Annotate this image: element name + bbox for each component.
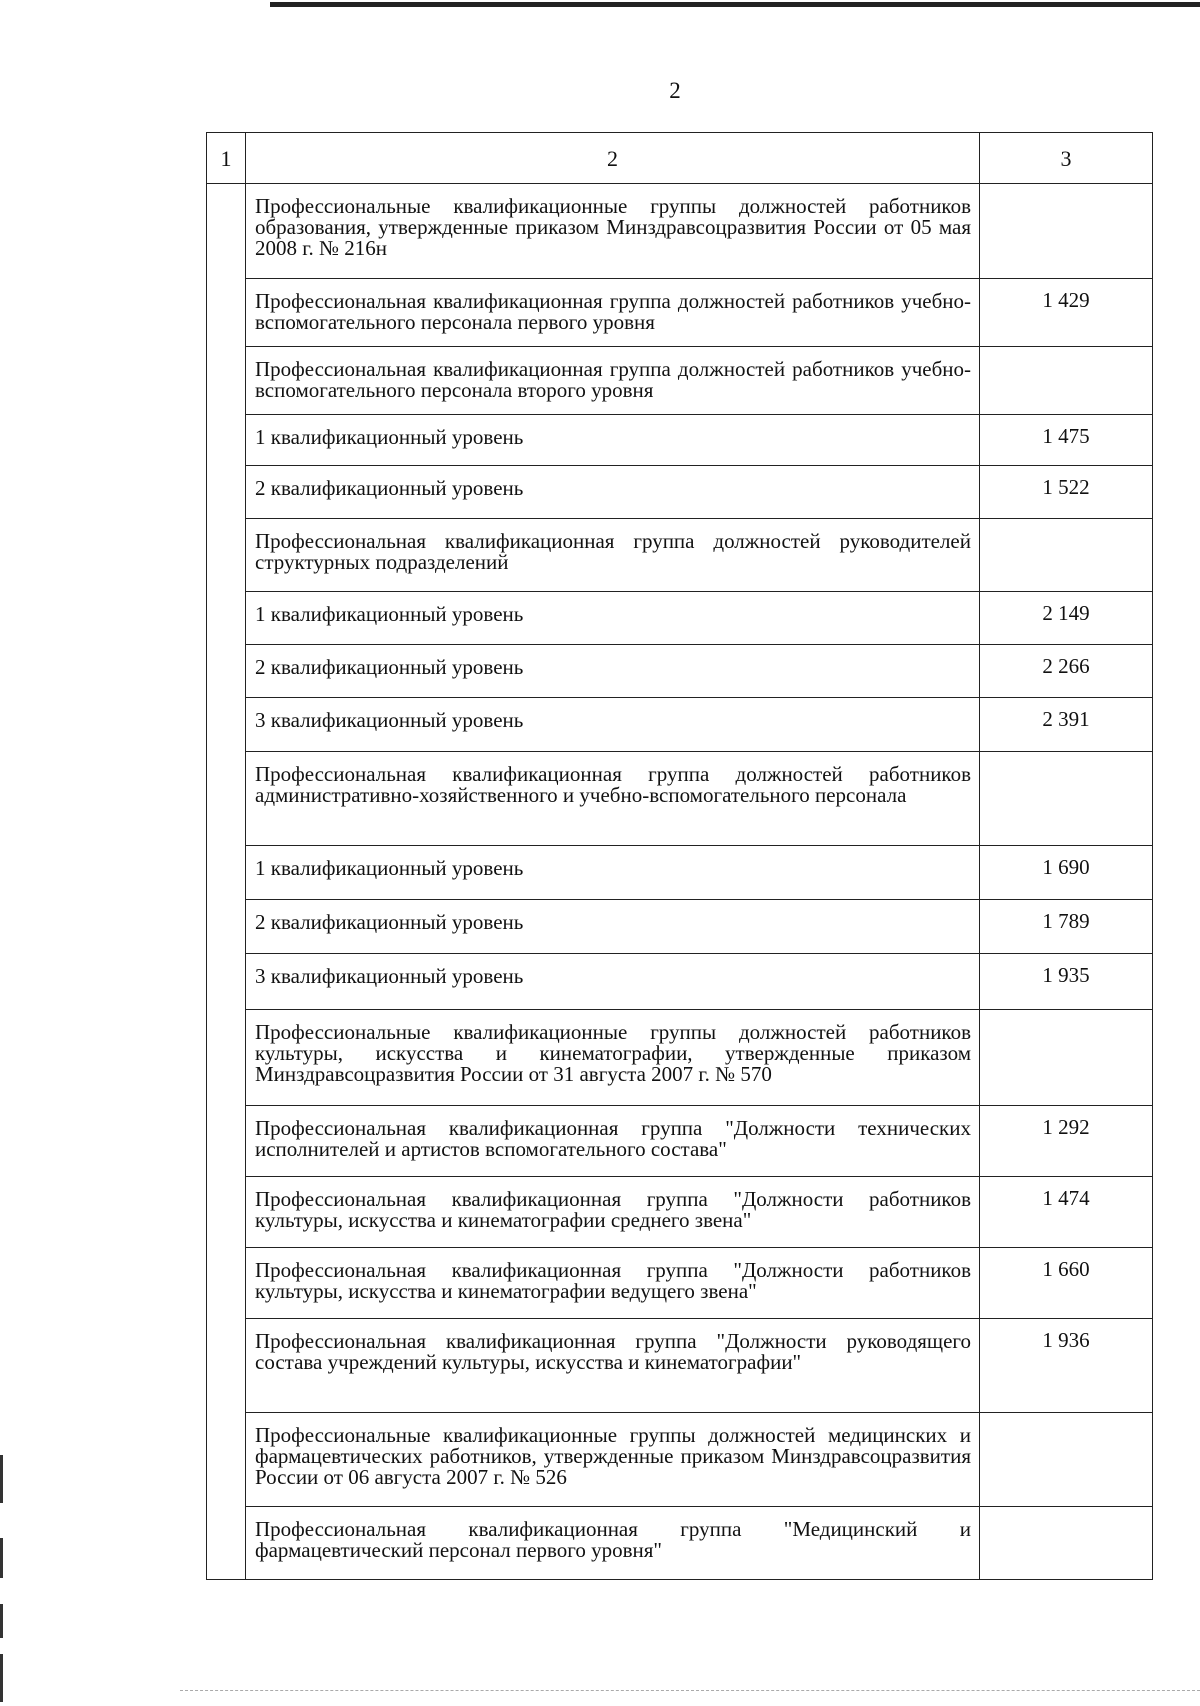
- row-description: 1 квалификационный уровень: [246, 846, 980, 900]
- scan-bottom-rule: [180, 1690, 1200, 1692]
- row-description: Профессиональная квалификационная группа "Медицинский и фармацевтический персонал первого уровня": [246, 1507, 980, 1580]
- table-row: [207, 592, 1153, 645]
- row-description: Профессиональная квалификационная группа должностей работников учебно-вспомогательного персонала первого уровня: [246, 279, 980, 347]
- row-value: [980, 347, 1153, 415]
- row-value: 1 660: [980, 1248, 1153, 1319]
- row-description: 1 квалификационный уровень: [246, 592, 980, 645]
- table-row: [207, 900, 1153, 954]
- row-value: 1 292: [980, 1106, 1153, 1177]
- row-value: [980, 752, 1153, 846]
- row-value: 1 690: [980, 846, 1153, 900]
- table-row: [207, 846, 1153, 900]
- row-value: 1 475: [980, 415, 1153, 466]
- col1-merged-cell: [207, 184, 246, 1580]
- row-description: 3 квалификационный уровень: [246, 954, 980, 1010]
- header-col-1: 1: [207, 133, 246, 184]
- header-col-3: 3: [980, 133, 1153, 184]
- table-header-row: [207, 133, 1153, 184]
- table-row: [207, 347, 1153, 415]
- row-value: 1 789: [980, 900, 1153, 954]
- table-row: [207, 466, 1153, 519]
- header-col-2: 2: [246, 133, 980, 184]
- row-description: Профессиональная квалификационная группа "Должности работников культуры, искусства и кинематографии среднего звена": [246, 1177, 980, 1248]
- page-number: 2: [669, 78, 681, 103]
- row-description: 2 квалификационный уровень: [246, 466, 980, 519]
- row-value: [980, 1507, 1153, 1580]
- table-row: [207, 415, 1153, 466]
- scan-artifact-mark: [0, 1538, 3, 1578]
- row-description: 3 квалификационный уровень: [246, 698, 980, 752]
- table-row: [207, 519, 1153, 592]
- salary-table: [206, 132, 1153, 1580]
- row-value: 1 522: [980, 466, 1153, 519]
- row-value: 2 266: [980, 645, 1153, 698]
- table-row: [207, 279, 1153, 347]
- row-value: [980, 184, 1153, 279]
- table-row: [207, 1507, 1153, 1580]
- table-row: [207, 954, 1153, 1010]
- row-value: 1 936: [980, 1319, 1153, 1413]
- scan-artifact-mark: [0, 1654, 3, 1702]
- table-row: [207, 752, 1153, 846]
- row-value: [980, 1010, 1153, 1106]
- row-description: 2 квалификационный уровень: [246, 900, 980, 954]
- table-row: [207, 1177, 1153, 1248]
- row-description: Профессиональные квалификационные группы должностей медицинских и фармацевтических работников, утвержденные приказом Минздравсоцразвития России от 06 августа 2007 г. № 526: [246, 1413, 980, 1507]
- row-description: 2 квалификационный уровень: [246, 645, 980, 698]
- row-value: 1 935: [980, 954, 1153, 1010]
- row-description: Профессиональная квалификационная группа "Должности технических исполнителей и артистов вспомогательного состава": [246, 1106, 980, 1177]
- table-row: [207, 645, 1153, 698]
- row-description: 1 квалификационный уровень: [246, 415, 980, 466]
- scan-artifact-mark: [0, 1455, 3, 1503]
- table-row: [207, 698, 1153, 752]
- scan-artifact-mark: [0, 1604, 3, 1638]
- row-description: Профессиональная квалификационная группа должностей работников учебно-вспомогательного персонала второго уровня: [246, 347, 980, 415]
- table-row: [207, 1248, 1153, 1319]
- table-row: [207, 1319, 1153, 1413]
- row-value: [980, 1413, 1153, 1507]
- row-description: Профессиональная квалификационная группа должностей работников административно-хозяйственного и учебно-вспомогательного персонала: [246, 752, 980, 846]
- table-row: [207, 1010, 1153, 1106]
- table-row: [207, 1413, 1153, 1507]
- row-value: 1 429: [980, 279, 1153, 347]
- table-row: [207, 1106, 1153, 1177]
- row-description: Профессиональная квалификационная группа "Должности работников культуры, искусства и кинематографии ведущего звена": [246, 1248, 980, 1319]
- row-value: 1 474: [980, 1177, 1153, 1248]
- scan-top-rule: [270, 2, 1200, 7]
- row-description: Профессиональные квалификационные группы должностей работников образования, утвержденные приказом Минздравсоцразвития России от 05 мая 2008 г. № 216н: [246, 184, 980, 279]
- row-value: 2 149: [980, 592, 1153, 645]
- row-value: [980, 519, 1153, 592]
- row-description: Профессиональная квалификационная группа должностей руководителей структурных подразделений: [246, 519, 980, 592]
- row-value: 2 391: [980, 698, 1153, 752]
- row-description: Профессиональные квалификационные группы должностей работников культуры, искусства и кинематографии, утвержденные приказом Минздравсоцразвития России от 31 августа 2007 г. № 570: [246, 1010, 980, 1106]
- table-row: [207, 184, 1153, 279]
- row-description: Профессиональная квалификационная группа "Должности руководящего состава учреждений культуры, искусства и кинематографии": [246, 1319, 980, 1413]
